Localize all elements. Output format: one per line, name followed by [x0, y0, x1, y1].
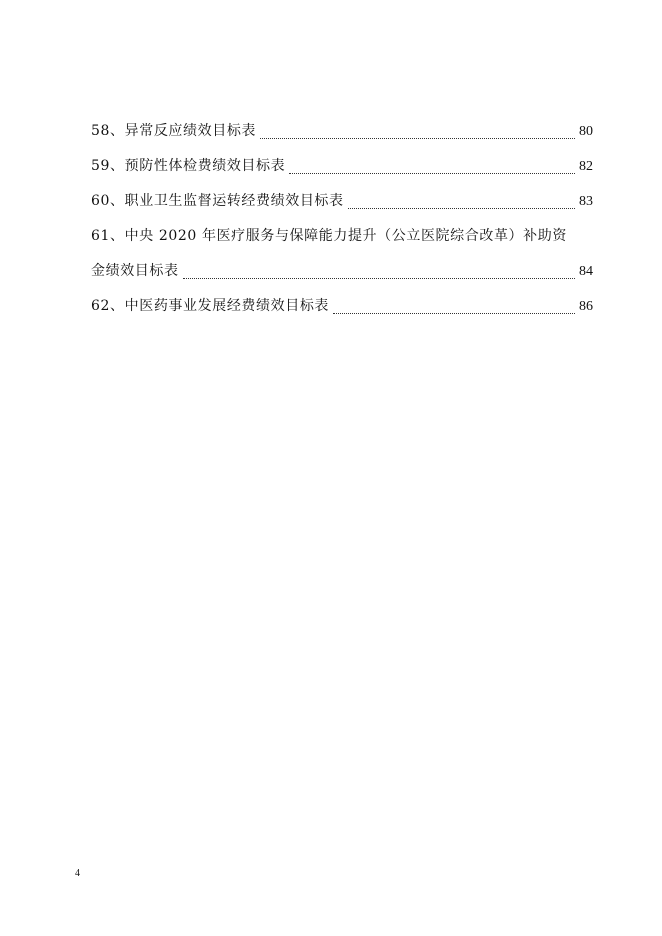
toc-entry-58[interactable]	[91, 114, 593, 149]
toc-dot-leader	[183, 278, 575, 279]
toc-entry-59[interactable]	[91, 149, 593, 184]
toc-dot-leader	[348, 208, 575, 209]
toc-entry-page-number: 83	[579, 194, 593, 209]
toc-entry-title: 60、职业卫生监督运转经费绩效目标表	[91, 193, 344, 209]
toc-dot-leader	[289, 173, 575, 174]
toc-dot-leader	[260, 138, 575, 139]
toc-entry-60[interactable]	[91, 184, 593, 219]
toc-entry-page-number: 86	[579, 299, 593, 314]
toc-entry-page-number: 80	[579, 124, 593, 139]
toc-entry-61[interactable]	[91, 219, 593, 289]
toc-entry-title-line2: 金绩效目标表	[91, 263, 179, 279]
toc-entry-62[interactable]	[91, 289, 593, 324]
toc-entry-title: 58、异常反应绩效目标表	[91, 123, 257, 139]
toc-dot-leader	[333, 313, 575, 314]
toc-entry-title: 62、中医药事业发展经费绩效目标表	[91, 298, 330, 314]
toc-entry-title: 59、预防性体检费绩效目标表	[91, 158, 286, 174]
toc-entry-title-line1: 61、中央 2020 年医疗服务与保障能力提升（公立医院综合改革）补助资	[91, 228, 567, 244]
toc-entry-page-number: 82	[579, 159, 593, 174]
page-number: 4	[75, 868, 80, 879]
toc-entry-page-number: 84	[579, 264, 593, 279]
table-of-contents	[91, 114, 593, 324]
